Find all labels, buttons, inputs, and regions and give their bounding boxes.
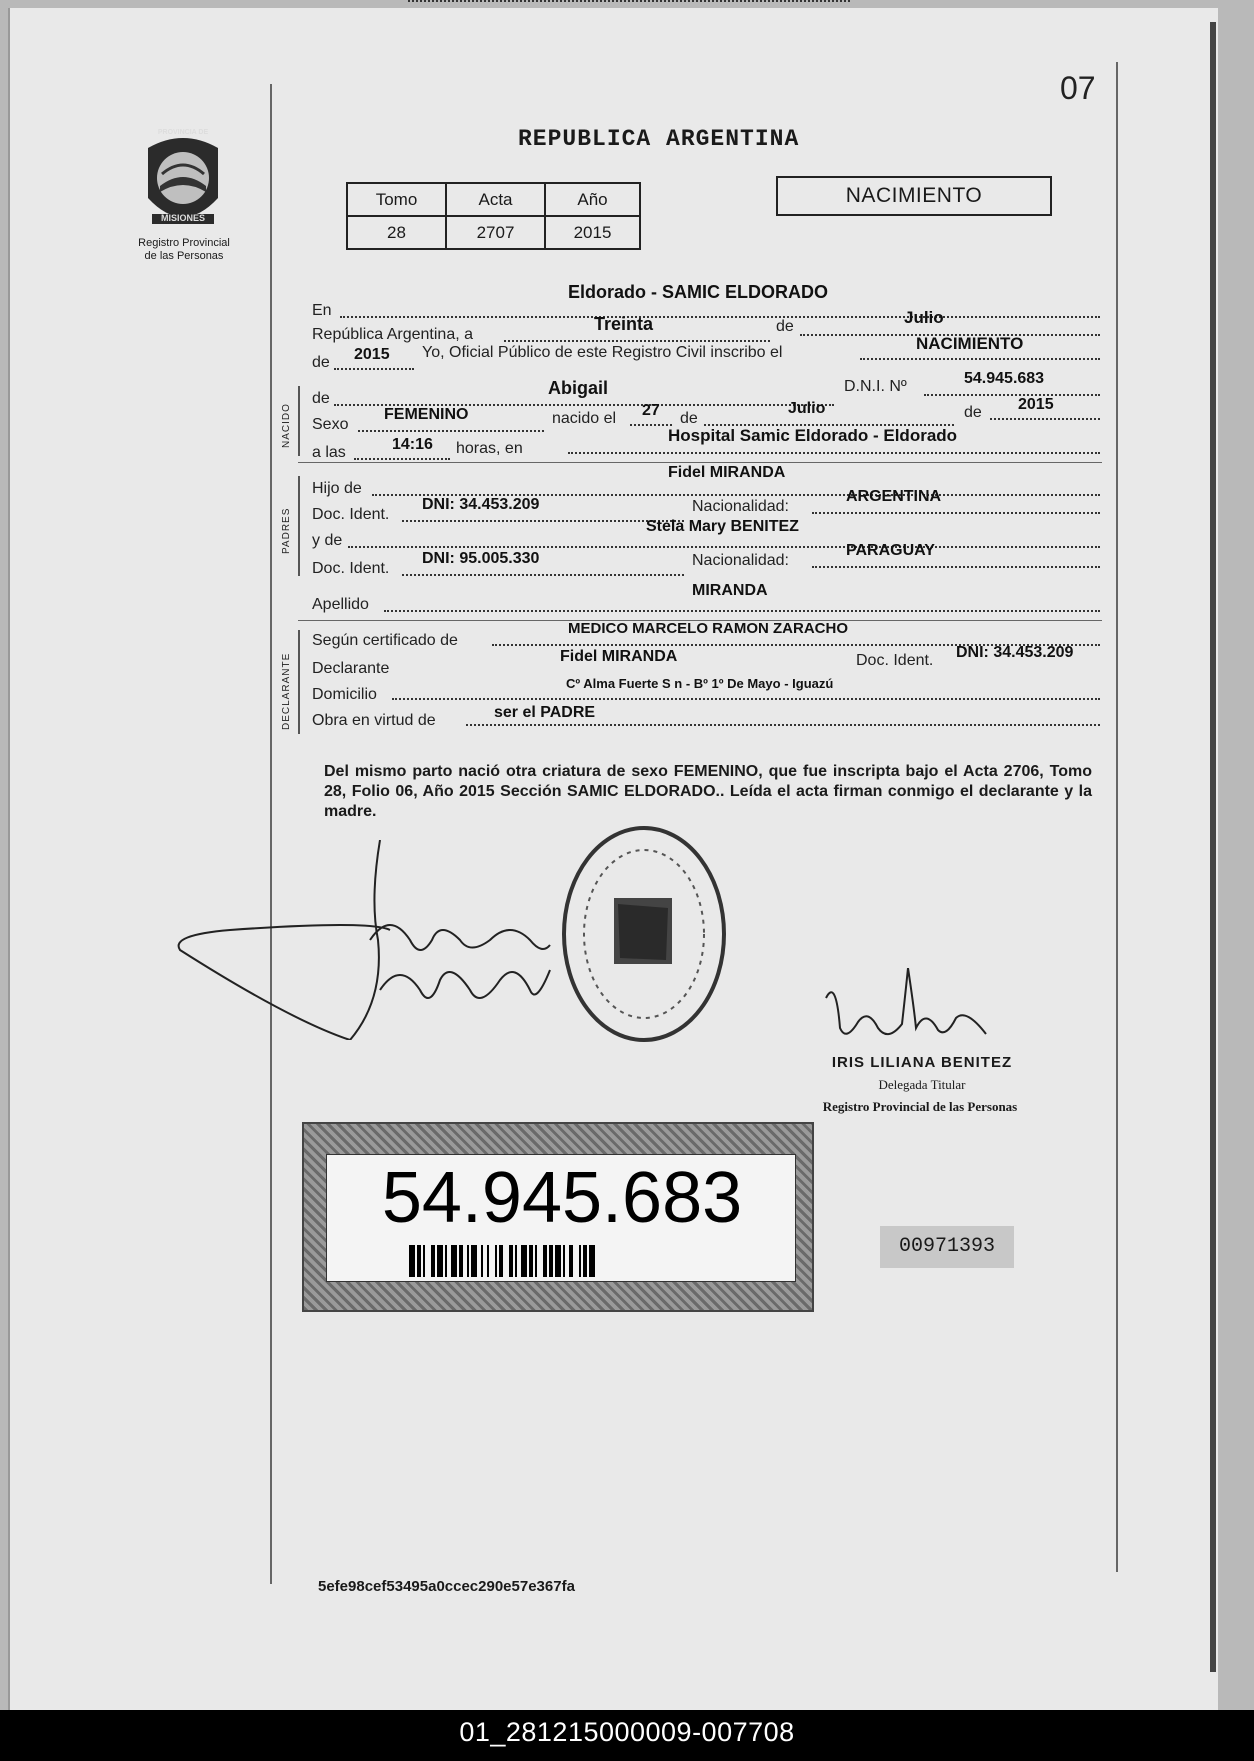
nac2-label: Nacionalidad: — [692, 552, 789, 569]
logo-caption — [120, 237, 248, 263]
dni-sticker-panel — [326, 1154, 796, 1282]
de-nombre-label: de — [312, 390, 330, 407]
record-table-value-row — [347, 216, 640, 249]
signatory-organization: Registro Provincial de las Personas — [822, 1099, 1018, 1114]
signatory-name: IRIS LILIANA BENITEZ — [831, 1054, 1013, 1071]
anio-header: Año — [545, 183, 640, 216]
yde-label: y de — [312, 532, 343, 549]
nac-de2-label: de — [964, 404, 982, 421]
logo-text-bottom: MISIONES — [160, 213, 205, 223]
dni-sticker-number: 54.945.683 — [381, 1158, 743, 1238]
anio-value: 2015 — [545, 216, 640, 249]
right-margin-line — [1116, 62, 1118, 1572]
dni-value: 54.945.683 — [964, 370, 1045, 387]
doc1-label: Doc. Ident. — [312, 506, 390, 523]
nac2-value: PARAGUAY — [846, 542, 935, 559]
record-table — [346, 182, 641, 250]
nac-mes-value: Julio — [788, 400, 826, 417]
padres-bracket — [298, 476, 300, 576]
en-value: Eldorado - SAMIC ELDORADO — [568, 282, 828, 302]
decl-doc-value: DNI: 34.453.209 — [956, 644, 1074, 661]
dotted-line — [402, 520, 684, 522]
left-margin-line — [270, 84, 272, 1584]
dia-value: Treinta — [594, 314, 654, 334]
tomo-value: 28 — [347, 216, 446, 249]
control-number: 00971393 — [880, 1226, 1014, 1268]
alas-label: a las — [312, 444, 346, 461]
certificado-label: Según certificado de — [312, 632, 458, 649]
dotted-line — [860, 358, 1100, 360]
section-divider — [298, 462, 1102, 463]
anio-field-value: 2015 — [354, 346, 390, 363]
dotted-line — [408, 0, 850, 2]
inscribo-value: NACIMIENTO — [916, 334, 1024, 353]
padre-value: Fidel MIRANDA — [668, 464, 786, 481]
republica-label: República Argentina, a — [312, 326, 473, 343]
paper-edge — [1210, 22, 1216, 1672]
inscribo-label: Yo, Oficial Público de este Registro Civil inscribo el — [422, 344, 783, 361]
nac-dia-value: 27 — [642, 402, 660, 419]
hora-value: 14:16 — [392, 436, 433, 453]
nac1-label: Nacionalidad: — [692, 498, 789, 515]
dotted-line — [630, 424, 672, 426]
acta-value: 2707 — [446, 216, 545, 249]
nacido-label: nacido el — [552, 410, 617, 427]
lugar-value: Hospital Samic Eldorado - Eldorado — [668, 426, 958, 445]
declarante-value: Fidel MIRANDA — [560, 648, 678, 665]
declarant-mother-signatures — [170, 840, 570, 1040]
record-table-header-row — [347, 183, 640, 216]
dotted-line — [340, 316, 1100, 318]
doc1-value: DNI: 34.453.209 — [422, 496, 540, 513]
sexo-value: FEMENINO — [384, 406, 469, 423]
domicilio-label: Domicilio — [312, 686, 377, 703]
dni-label: D.N.I. Nº — [844, 378, 907, 395]
signatory-role: Delegada Titular — [878, 1077, 966, 1092]
mes-value: Julio — [904, 308, 944, 327]
doc2-value: DNI: 95.005.330 — [422, 550, 540, 567]
apellido-label: Apellido — [312, 596, 369, 613]
de1-label: de — [776, 318, 794, 335]
dotted-line — [568, 452, 1100, 454]
nacido-bracket — [298, 386, 300, 456]
declarante-label: Declarante — [312, 660, 390, 677]
nombre-value: Abigail — [548, 378, 609, 398]
nac-de-label: de — [680, 410, 698, 427]
dotted-line — [384, 610, 1100, 612]
dotted-line — [812, 512, 1100, 514]
obra-value: ser el PADRE — [494, 704, 596, 721]
registry-oval-seal — [558, 822, 730, 1046]
certificado-value: MEDICO MARCELO RAMON ZARACHO — [568, 620, 848, 637]
dotted-line — [466, 724, 1100, 726]
dotted-line — [354, 458, 450, 460]
nac-anio-value: 2015 — [1018, 396, 1054, 413]
declarante-bracket — [298, 630, 300, 734]
additional-note: Del mismo parto nació otra criatura de sexo FEMENINO, que fue inscripta bajo el Acta 2706, Tomo 28, Folio 06, Año 2015 Sección SAMIC ELDORADO.. Leída el acta firman conmigo el declarante y la madre. — [324, 763, 1092, 820]
dotted-line — [924, 394, 1100, 396]
dotted-line — [402, 574, 684, 576]
horas-label: horas, en — [456, 440, 523, 457]
madre-value: Stela Mary BENITEZ — [646, 518, 799, 535]
logo-caption-line2: de las Personas — [144, 250, 224, 262]
en-label: En — [312, 302, 332, 319]
tomo-header: Tomo — [347, 183, 446, 216]
official-signature — [816, 968, 996, 1048]
dotted-line — [348, 546, 1100, 548]
decl-doc-label: Doc. Ident. — [856, 652, 934, 669]
dotted-line — [812, 566, 1100, 568]
barcode-icon — [409, 1245, 715, 1277]
logo-caption-line1: Registro Provincial — [138, 237, 230, 249]
dotted-line — [358, 430, 544, 432]
apellido-value: MIRANDA — [692, 582, 768, 599]
dotted-line — [990, 418, 1100, 420]
nac1-value: ARGENTINA — [846, 488, 942, 505]
country-title: REPUBLICA ARGENTINA — [518, 126, 800, 152]
declarante-side-label: DECLARANTE — [281, 652, 292, 730]
nacido-side-label: NACIDO — [281, 403, 292, 448]
doc2-label: Doc. Ident. — [312, 560, 390, 577]
verification-hash: 5efe98cef53495a0ccec290e57e367fa — [318, 1578, 575, 1595]
hijo-label: Hijo de — [312, 480, 362, 497]
de2-label: de — [312, 354, 330, 371]
scan-footer-id: 01_281215000009-007708 — [0, 1710, 1254, 1761]
page-number: 07 — [1060, 70, 1096, 106]
domicilio-value: Cº Alma Fuerte S n - Bº 1º De Mayo - Iguazú — [566, 676, 834, 691]
logo-text-top: PROVINCIA DE — [157, 129, 209, 136]
dotted-line — [334, 368, 414, 370]
record-type-box: NACIMIENTO — [776, 176, 1052, 216]
dotted-line — [392, 698, 1100, 700]
obra-label: Obra en virtud de — [312, 712, 436, 729]
sexo-label: Sexo — [312, 416, 349, 433]
padres-side-label: PADRES — [281, 507, 292, 554]
dotted-line — [504, 340, 770, 342]
acta-header: Acta — [446, 183, 545, 216]
dni-barcode-sticker — [302, 1122, 814, 1312]
